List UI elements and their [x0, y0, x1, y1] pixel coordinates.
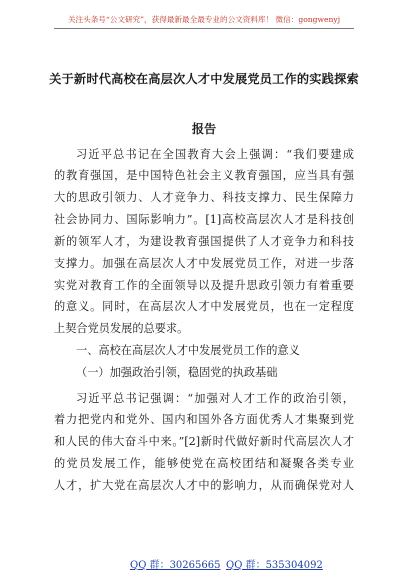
body-line: 和人民的伟大奋斗中来。”[2]新时代做好新时代高层次人才 [54, 435, 354, 448]
body-line: 实党对教育工作的全面领导以及提升思政引领力有着重要 [54, 279, 354, 292]
body-line: 习近平总书记强调：“加强对人才工作的政治引领， [76, 392, 354, 405]
section-heading: 一、高校在高层次人才中发展党员工作的意义 [76, 344, 300, 357]
body-line: 的党员发展工作，能够使党在高校团结和凝聚各类专业 [54, 457, 354, 470]
footer-qq-group-1[interactable]: QQ 群：30265665 [130, 560, 221, 571]
body-line: 着力把党内和党外、国内和国外各方面优秀人才集聚到党 [54, 413, 354, 426]
subsection-heading: （一）加强政治引领，稳固党的执政基础 [76, 366, 278, 379]
body-line: 新的领军人才，为建设教育强国提供了人才竞争力和科技 [54, 235, 354, 248]
footer-qq-group-2[interactable]: QQ 群：535304092 [226, 560, 323, 571]
document-title: 关于新时代高校在高层次人才中发展党员工作的实践探索 [49, 72, 359, 86]
header-promo-note: 关注头条号“公文研究”，获得最新最全最专业的公文资料库！ 微信：gongwenyj [67, 15, 341, 24]
body-line: 大的思政引领力、人才竞争力、科技支撑力、民生保障力 [54, 191, 354, 204]
document-subtitle: 报告 [191, 122, 217, 136]
body-line: 支撑力。加强在高层次人才中发展党员工作，对进一步落 [54, 257, 354, 270]
body-line: 人才，扩大党在高层次人才中的影响力，从而确保党对人 [54, 479, 354, 492]
body-line: 习近平总书记在全国教育大会上强调：“我们要建成 [76, 148, 354, 161]
body-line: 上契合党员发展的总要求。 [54, 322, 189, 335]
body-line: 的教育强国，是中国特色社会主义教育强国，应当具有强 [54, 169, 354, 182]
header-divider [54, 28, 354, 29]
body-line: 的意义。同时，在高层次人才中发展党员，也在一定程度 [54, 300, 354, 313]
body-line: 社会协同力、国际影响力”。[1]高校高层次人才是科技创 [54, 213, 354, 226]
